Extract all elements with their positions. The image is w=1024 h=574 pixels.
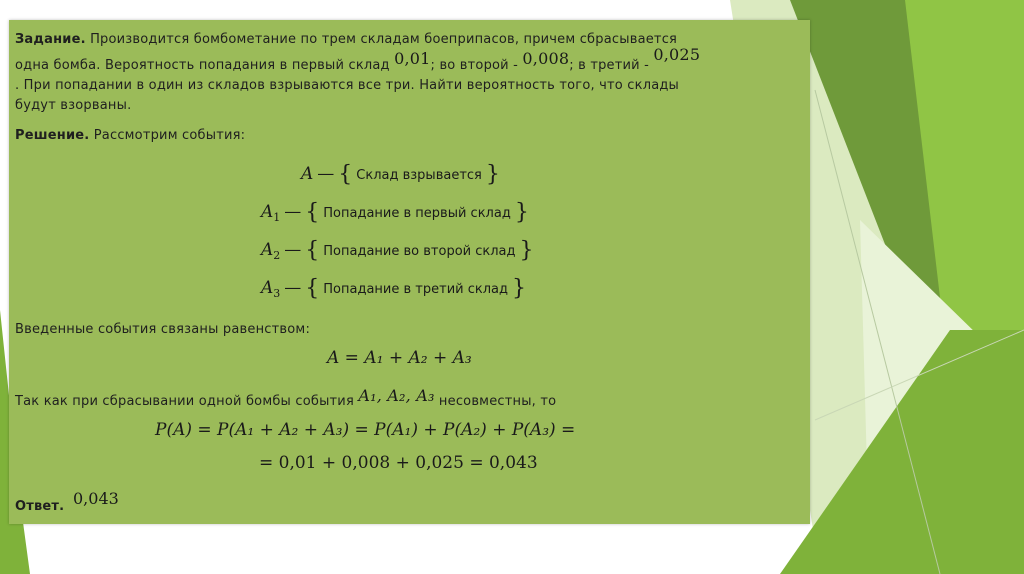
event-a2: [261, 238, 534, 263]
slide-content-panel: [9, 20, 810, 524]
event-subscript: 3: [273, 287, 281, 300]
event-subscript: 1: [273, 211, 281, 224]
brace-open: {: [338, 162, 353, 187]
solution-label: Решение.: [15, 128, 90, 143]
brace-close: }: [519, 238, 534, 263]
brace-close: }: [485, 162, 500, 187]
equals-dash: —: [317, 164, 335, 184]
event-a3: [261, 276, 526, 301]
incompat-line: [15, 386, 557, 409]
event-symbol: A: [301, 164, 314, 184]
event-symbol: A: [261, 278, 274, 298]
prob-second: 0,008: [522, 49, 570, 68]
solution-text: Рассмотрим события:: [93, 128, 246, 143]
answer-label: Ответ.: [15, 499, 65, 514]
event-symbol: A: [261, 202, 274, 222]
answer-value: 0,043: [73, 489, 119, 508]
probability-formula-line-2: = 0,01 + 0,008 + 0,025 = 0,043: [259, 453, 538, 473]
brace-close: }: [514, 200, 529, 225]
equals-dash: —: [284, 278, 302, 298]
event-text: Склад взрывается: [356, 168, 482, 183]
task-line-3: . При попадании в один из складов взрываются все три. Найти вероятность того, что склады: [15, 78, 680, 93]
task-line-4: будут взорваны.: [15, 98, 132, 113]
solution-line: [15, 128, 245, 143]
event-symbol: A: [261, 240, 274, 260]
incompat-text: Так как при сбрасывании одной бомбы события: [15, 394, 354, 409]
task-line-1: [15, 32, 677, 47]
equals-dash: —: [284, 202, 302, 222]
event-a1: [261, 200, 529, 225]
task-label: Задание.: [15, 32, 86, 47]
event-a: [301, 162, 500, 187]
brace-close: }: [512, 276, 526, 301]
task-text: Производится бомбометание по трем складам боеприпасов, причем сбрасывается: [90, 32, 678, 47]
task-text: ; в третий -: [569, 58, 650, 73]
brace-open: {: [305, 238, 320, 263]
event-text: Попадание в первый склад: [323, 206, 511, 221]
brace-open: {: [305, 276, 320, 301]
event-text: Попадание в третий склад: [323, 282, 508, 297]
equals-dash: —: [284, 240, 302, 260]
event-subscript: 2: [273, 249, 281, 262]
task-text: одна бомба. Вероятность попадания в первый склад: [15, 58, 390, 73]
incompat-text: несовместны, то: [438, 394, 557, 409]
prob-third: 0,025: [653, 45, 701, 64]
relation-formula: A = A₁ + A₂ + A₃: [327, 348, 472, 368]
prob-first: 0,01: [394, 49, 431, 68]
event-text: Попадание во второй склад: [323, 244, 516, 259]
relation-text: Введенные события связаны равенством:: [15, 322, 311, 337]
task-text: ; во второй -: [430, 58, 519, 73]
incompat-symbols: A₁, A₂, A₃: [358, 386, 435, 405]
probability-formula-line-1: P(A) = P(A₁ + A₂ + A₃) = P(A₁) + P(A₂) + P(A₃) =: [155, 420, 576, 440]
task-line-2: [15, 45, 701, 73]
brace-open: {: [305, 200, 320, 225]
